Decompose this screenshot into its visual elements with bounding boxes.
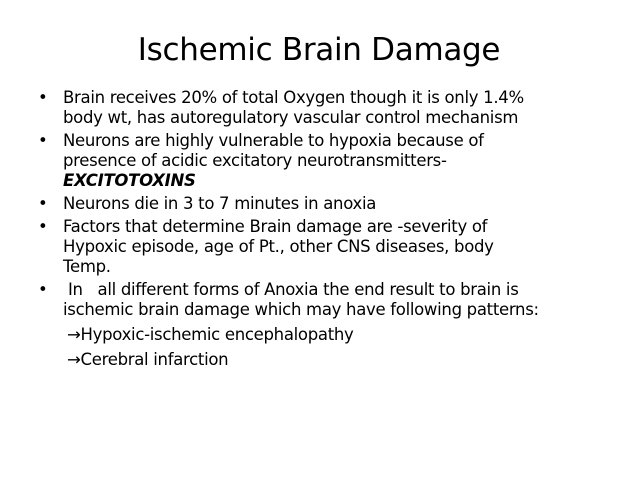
arrow-right-icon: → — [67, 350, 81, 369]
bullet-item-hypoxia — [38, 131, 618, 191]
bullet-text-line: Factors that determine Brain damage are -severity of — [63, 217, 488, 236]
bullet-text-line: body wt, has autoregulatory vascular control mechanism — [63, 108, 519, 127]
bullet-text-line: In all different forms of Anoxia the end result to brain is — [63, 280, 519, 299]
bullet-text-line: ischemic brain damage which may have following patterns: — [63, 300, 539, 319]
bullet-item-oxygen — [38, 88, 618, 128]
sub-item-label: Cerebral infarction — [80, 350, 229, 369]
bullet-text-line: Hypoxic episode, age of Pt., other CNS diseases, body — [63, 237, 494, 256]
bullet-icon: • — [38, 131, 48, 150]
bullet-list — [38, 88, 618, 373]
excitotoxins-emphasis: EXCITOTOXINS — [63, 171, 196, 190]
sub-item-infarction — [63, 350, 618, 370]
bullet-item-neurons-die — [38, 194, 618, 214]
bullet-icon: • — [38, 194, 48, 213]
bullet-icon: • — [38, 217, 48, 236]
slide-title: Ischemic Brain Damage — [137, 32, 501, 68]
bullet-text-line: Brain receives 20% of total Oxygen though it is only 1.4% — [63, 88, 524, 107]
bullet-item-anoxia — [38, 280, 618, 370]
bullet-text-line: Neurons are highly vulnerable to hypoxia because of — [63, 131, 484, 150]
sub-item-label: Hypoxic-ischemic encephalopathy — [80, 325, 354, 344]
sub-item-encephalopathy — [63, 325, 618, 345]
bullet-icon: • — [38, 88, 48, 107]
bullet-item-factors — [38, 217, 618, 277]
arrow-right-icon: → — [67, 325, 81, 344]
bullet-icon: • — [38, 280, 48, 299]
bullet-text-line: Temp. — [63, 257, 111, 276]
bullet-text-line: presence of acidic excitatory neurotransmitters- — [63, 151, 447, 170]
bullet-text-line: Neurons die in 3 to 7 minutes in anoxia — [63, 194, 377, 213]
